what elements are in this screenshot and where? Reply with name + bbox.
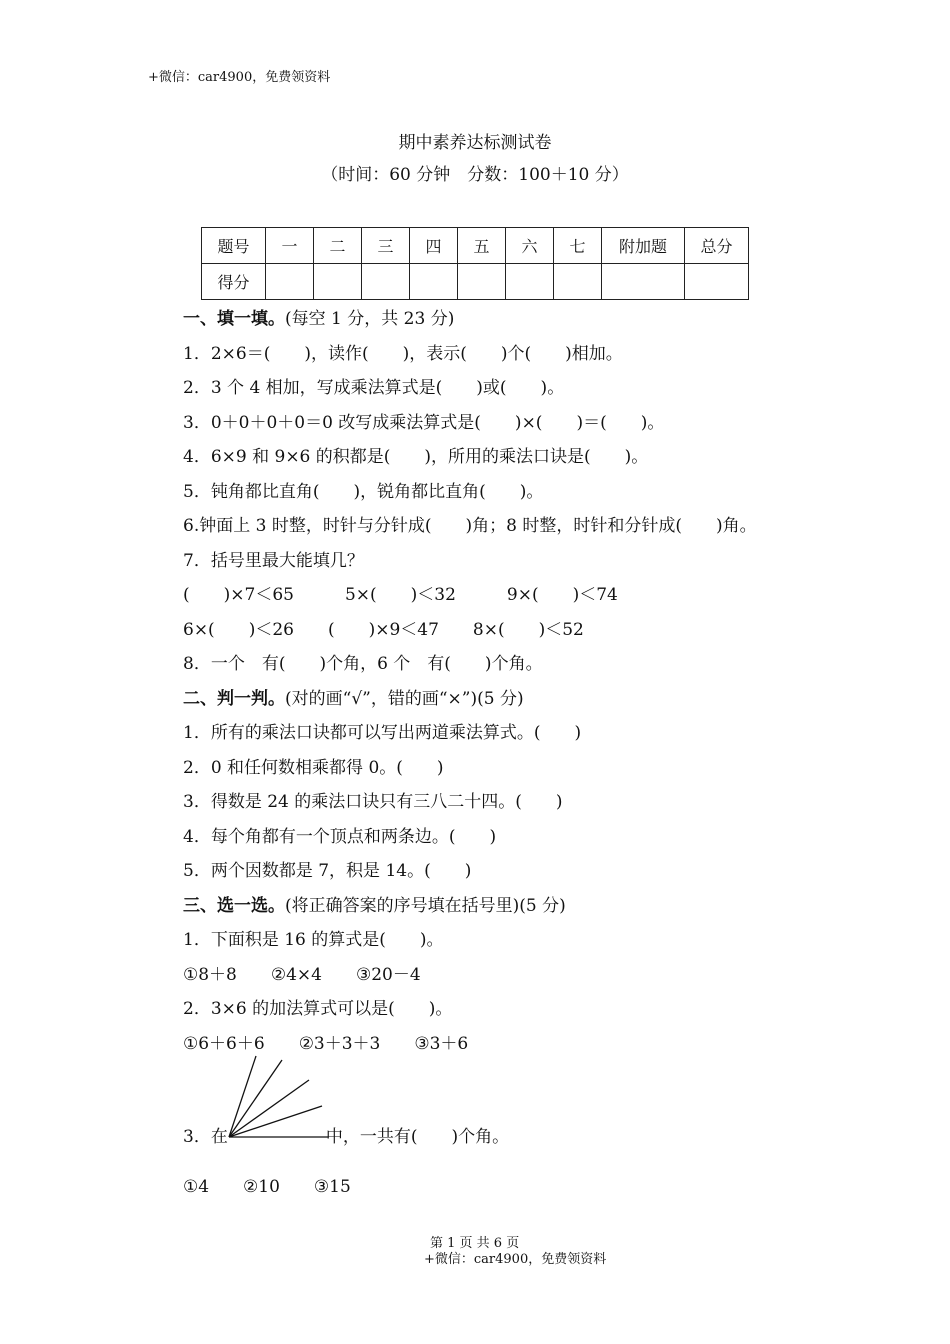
question-line: 7．括号里最大能填几？ xyxy=(183,551,364,571)
table-cell: 六 xyxy=(506,228,554,264)
ray-line xyxy=(229,1080,309,1137)
score-cell[interactable] xyxy=(602,264,685,300)
question-line: 3．得数是 24 的乘法口诀只有三八二十四。( ) xyxy=(183,792,563,812)
table-cell: 四 xyxy=(410,228,458,264)
score-cell[interactable] xyxy=(506,264,554,300)
question-line: 2．3 个 4 相加，写成乘法算式是( )或( )。 xyxy=(183,378,565,398)
score-cell[interactable] xyxy=(554,264,602,300)
section-heading xyxy=(183,891,566,916)
question-suffix: 中，一共有( )个角。 xyxy=(325,1127,510,1147)
score-cell[interactable] xyxy=(362,264,410,300)
table-cell: 七 xyxy=(554,228,602,264)
table-cell: 三 xyxy=(362,228,410,264)
question-line: 1．2×6＝( )，读作( )，表示( )个( )相加。 xyxy=(183,344,623,364)
score-cell[interactable] xyxy=(458,264,506,300)
question-line: 6×( )＜26 ( )×9＜47 8×( )＜52 xyxy=(183,620,584,640)
ray-line xyxy=(229,1106,322,1137)
question-line: 1．所有的乘法口诀都可以写出两道乘法算式。( ) xyxy=(183,723,582,743)
header-watermark: +微信：car4900，免费领资料 xyxy=(148,70,331,85)
section-note: (对的画“√”，错的画“×”)(5 分) xyxy=(285,689,524,709)
options-line: ①4 ②10 ③15 xyxy=(183,1177,351,1197)
page-subtitle: （时间：60 分钟 分数：100＋10 分） xyxy=(321,165,629,185)
question-line: 4．6×9 和 9×6 的积都是( )，所用的乘法口诀是( )。 xyxy=(183,447,649,467)
question-line: ( )×7＜65 5×( )＜32 9×( )＜74 xyxy=(183,585,618,605)
section-heading xyxy=(183,684,524,709)
footer-watermark: +微信：car4900，免费领资料 xyxy=(424,1252,607,1267)
ray-line xyxy=(229,1056,256,1137)
question-line: 1．下面积是 16 的算式是( )。 xyxy=(183,930,444,950)
question-line: 5．钝角都比直角( )，锐角都比直角( )。 xyxy=(183,482,544,502)
table-cell: 一 xyxy=(266,228,314,264)
score-table-header-row xyxy=(202,228,749,264)
question-line: 8．一个 有( )个角，6 个 有( )个角。 xyxy=(183,654,543,674)
page-title: 期中素养达标测试卷 xyxy=(398,133,552,153)
table-cell: 五 xyxy=(458,228,506,264)
options-line: ①8＋8 ②4×4 ③20－4 xyxy=(183,965,421,985)
score-table xyxy=(201,227,749,300)
section-note: (将正确答案的序号填在括号里)(5 分) xyxy=(285,896,566,916)
section-title: 二、判一判。 xyxy=(183,689,285,709)
question-line: 5．两个因数都是 7，积是 14。( ) xyxy=(183,861,472,881)
score-table-score-row xyxy=(202,264,749,300)
table-cell: 得分 xyxy=(202,264,266,300)
question-line: 3．0＋0＋0＋0＝0 改写成乘法算式是( )×( )＝( )。 xyxy=(183,413,665,433)
score-cell[interactable] xyxy=(410,264,458,300)
page-number: 第 1 页 共 6 页 xyxy=(430,1236,520,1251)
section-note: (每空 1 分，共 23 分) xyxy=(285,309,455,329)
question-prefix: 3．在 xyxy=(183,1127,228,1147)
question-line: 2．3×6 的加法算式可以是( )。 xyxy=(183,999,453,1019)
angle-rays-figure xyxy=(226,1054,330,1140)
options-line: ①6＋6＋6 ②3＋3＋3 ③3＋6 xyxy=(183,1034,469,1054)
question-line: 4．每个角都有一个顶点和两条边。( ) xyxy=(183,827,497,847)
table-cell: 附加题 xyxy=(602,228,685,264)
question-line: 6.钟面上 3 时整，时针与分针成( )角；8 时整，时针和分针成( )角。 xyxy=(183,516,757,536)
score-cell[interactable] xyxy=(314,264,362,300)
table-cell: 总分 xyxy=(685,228,749,264)
section-title: 三、选一选。 xyxy=(183,896,285,916)
question-line: 2．0 和任何数相乘都得 0。( ) xyxy=(183,758,444,778)
section-heading xyxy=(183,304,454,329)
table-cell: 二 xyxy=(314,228,362,264)
score-cell[interactable] xyxy=(266,264,314,300)
score-cell[interactable] xyxy=(685,264,749,300)
ray-line xyxy=(229,1060,282,1137)
section-title: 一、填一填。 xyxy=(183,309,285,329)
table-cell: 题号 xyxy=(202,228,266,264)
